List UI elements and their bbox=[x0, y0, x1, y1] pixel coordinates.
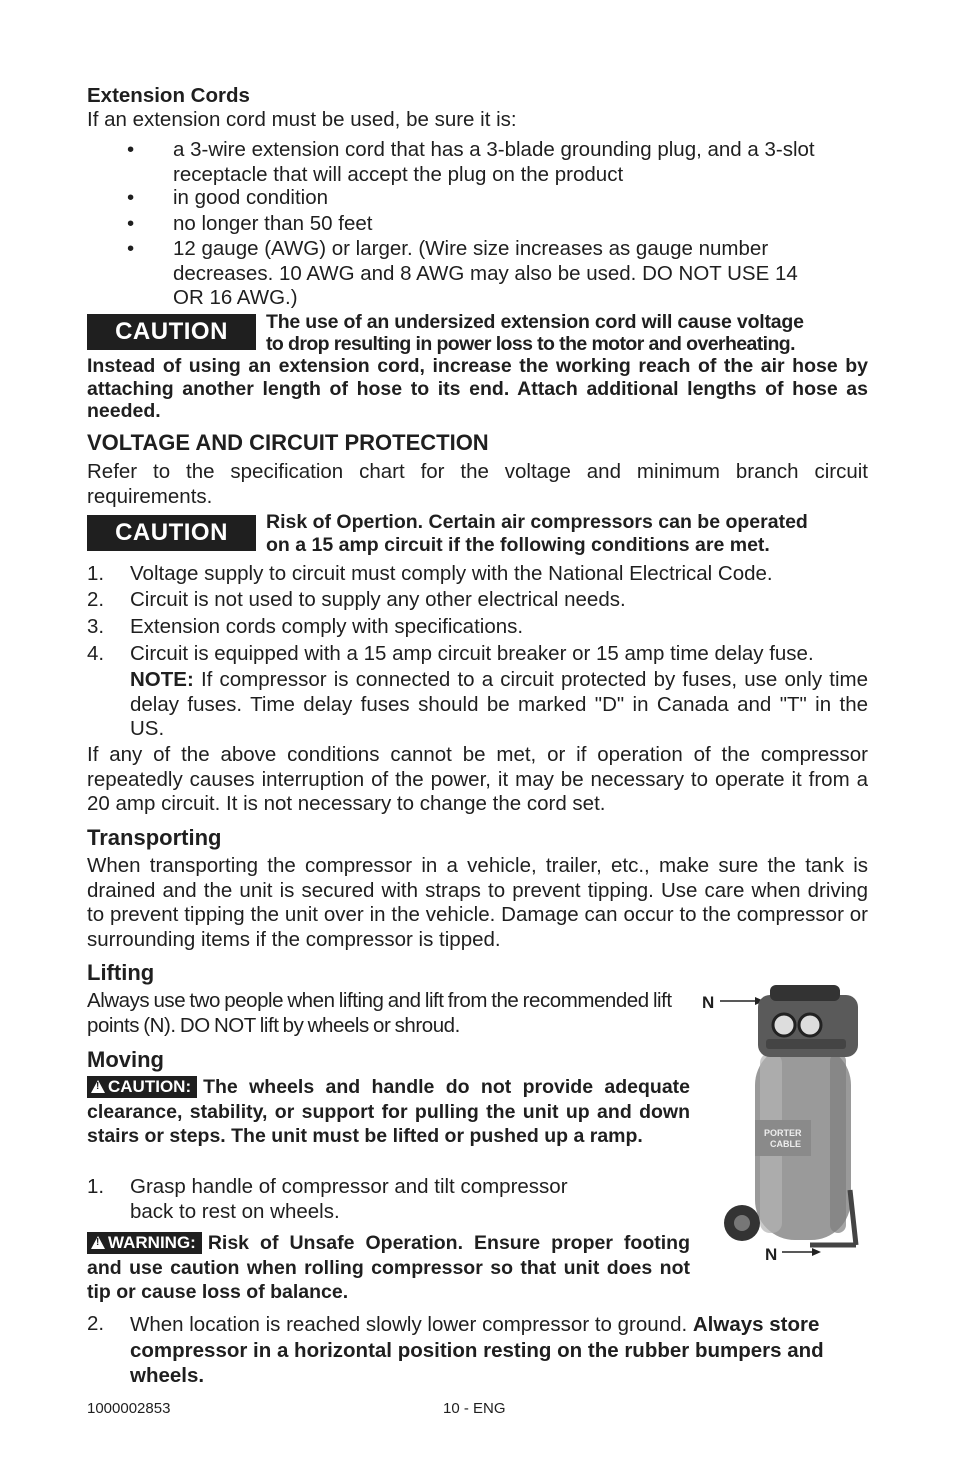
list-item-line: 12 gauge (AWG) or larger. (Wire size increases as gauge number bbox=[173, 237, 769, 260]
list-item-line: receptacle that will accept the plug on the product bbox=[173, 162, 624, 186]
page-number: 10 - ENG bbox=[443, 1400, 506, 1417]
voltage-intro: Refer to the specification chart for the voltage and minimum branch circuit requirements. bbox=[87, 460, 868, 508]
moving-caution bbox=[87, 1075, 690, 1149]
list-item-line: Grasp handle of compressor and tilt compressor bbox=[130, 1175, 568, 1198]
transporting-text: When transporting the compressor in a vehicle, trailer, etc., make sure the tank is drained and the unit is secured with straps to prevent tipping. Use care when driving to prevent tipping the unit over in the vehicle. Damage can occur to the compressor or surrounding items if the compressor is tipped. bbox=[87, 854, 868, 951]
caution-text bbox=[266, 311, 868, 355]
voltage-heading: VOLTAGE AND CIRCUIT PROTECTION bbox=[87, 430, 489, 455]
list-item: Extension cords comply with specifications. bbox=[130, 615, 524, 638]
moving-heading: Moving bbox=[87, 1047, 164, 1072]
list-item bbox=[130, 1312, 868, 1389]
caution-badge: CAUTION bbox=[87, 515, 256, 551]
list-number: 2. bbox=[87, 1312, 105, 1335]
list-item-line: back to rest on wheels. bbox=[130, 1199, 340, 1223]
list-number: 2. bbox=[87, 588, 105, 611]
warning-badge bbox=[87, 1232, 202, 1254]
transporting-heading: Transporting bbox=[87, 825, 222, 850]
list-item-line: OR 16 AWG.) bbox=[173, 286, 298, 309]
bullet-marker: • bbox=[127, 237, 135, 260]
list-item: in good condition bbox=[173, 186, 329, 209]
warning-badge-label: WARNING: bbox=[108, 1233, 196, 1252]
note-paragraph bbox=[130, 668, 868, 742]
list-number: 1. bbox=[87, 562, 105, 585]
list-number: 1. bbox=[87, 1175, 105, 1198]
caution-badge-label: CAUTION: bbox=[108, 1077, 192, 1096]
lifting-heading: Lifting bbox=[87, 960, 155, 985]
caution-badge: CAUTION bbox=[87, 314, 256, 350]
caution-line: Risk of Opertion. Certain air compressors can be operated bbox=[266, 511, 808, 533]
list-item bbox=[173, 237, 873, 311]
caution-line: on a 15 amp circuit if the following conditions are met. bbox=[266, 534, 770, 556]
warning-triangle-icon bbox=[91, 1236, 105, 1249]
list-item bbox=[130, 1175, 690, 1224]
moving-warning bbox=[87, 1231, 690, 1305]
caution-continuation: Instead of using an extension cord, increase the working reach of the air hose by attaching another length of hose to its end. Attach additional lengths of hose as needed. bbox=[87, 355, 868, 422]
caution-text bbox=[266, 511, 868, 557]
list-item bbox=[173, 138, 873, 187]
caution-text: The wheels and handle do not provide adequate clearance, stability, or support for pulling the unit up and down stairs or steps. The unit must be lifted or pushed up a ramp. bbox=[87, 1076, 690, 1147]
lift-point-label-bottom: N bbox=[765, 1245, 778, 1264]
caution-line: to drop resulting in power loss to the motor and overheating. bbox=[266, 333, 795, 355]
list-item: Circuit is equipped with a 15 amp circuit breaker or 15 amp time delay fuse. bbox=[130, 642, 814, 665]
extension-cords-intro: If an extension cord must be used, be sure it is: bbox=[87, 108, 517, 131]
step-bold-text: Always store compressor in a horizontal position resting on the rubber bumpers and wheels. bbox=[130, 1313, 824, 1387]
caution-badge bbox=[87, 1076, 197, 1098]
list-number: 4. bbox=[87, 642, 105, 665]
brand-logo-line2: CABLE bbox=[770, 1139, 801, 1149]
lifting-text: Always use two people when lifting and lift from the recommended lift points (N). DO NOT lift by wheels or shroud. bbox=[87, 989, 672, 1037]
bullet-marker: • bbox=[127, 186, 135, 209]
list-item-line: a 3-wire extension cord that has a 3-blade grounding plug, and a 3-slot bbox=[173, 138, 815, 161]
list-number: 3. bbox=[87, 615, 105, 638]
bullet-marker: • bbox=[127, 212, 135, 235]
list-item-line: decreases. 10 AWG and 8 AWG may also be used. DO NOT USE 14 bbox=[173, 261, 798, 285]
note-label: NOTE: bbox=[130, 668, 194, 691]
note-text: If compressor is connected to a circuit protected by fuses, use only time delay fuses. Time delay fuses should be marked "D" in Canada and "T" in the US. bbox=[130, 668, 868, 740]
brand-logo-line1: PORTER bbox=[764, 1128, 802, 1138]
compressor-illustration bbox=[700, 975, 875, 1270]
part-number: 1000002853 bbox=[87, 1400, 171, 1417]
list-item: Voltage supply to circuit must comply with the National Electrical Code. bbox=[130, 562, 773, 585]
voltage-closing: If any of the above conditions cannot be met, or if operation of the compressor repeatedly causes interruption of the power, it may be necessary to operate it from a 20 amp circuit. It is not necessary to change the cord set. bbox=[87, 743, 868, 815]
warning-text: Risk of Unsafe Operation. Ensure proper footing and use caution when rolling compressor so that unit does not tip or cause loss of balance. bbox=[87, 1232, 690, 1303]
list-item: no longer than 50 feet bbox=[173, 212, 373, 235]
step-text: When location is reached slowly lower compressor to ground. bbox=[130, 1313, 693, 1336]
list-item: Circuit is not used to supply any other electrical needs. bbox=[130, 588, 626, 611]
caution-line: The use of an undersized extension cord will cause voltage bbox=[266, 311, 804, 333]
lift-point-label-top: N bbox=[702, 993, 715, 1012]
warning-triangle-icon bbox=[91, 1080, 105, 1093]
extension-cords-heading: Extension Cords bbox=[87, 84, 250, 107]
bullet-marker: • bbox=[127, 138, 135, 161]
